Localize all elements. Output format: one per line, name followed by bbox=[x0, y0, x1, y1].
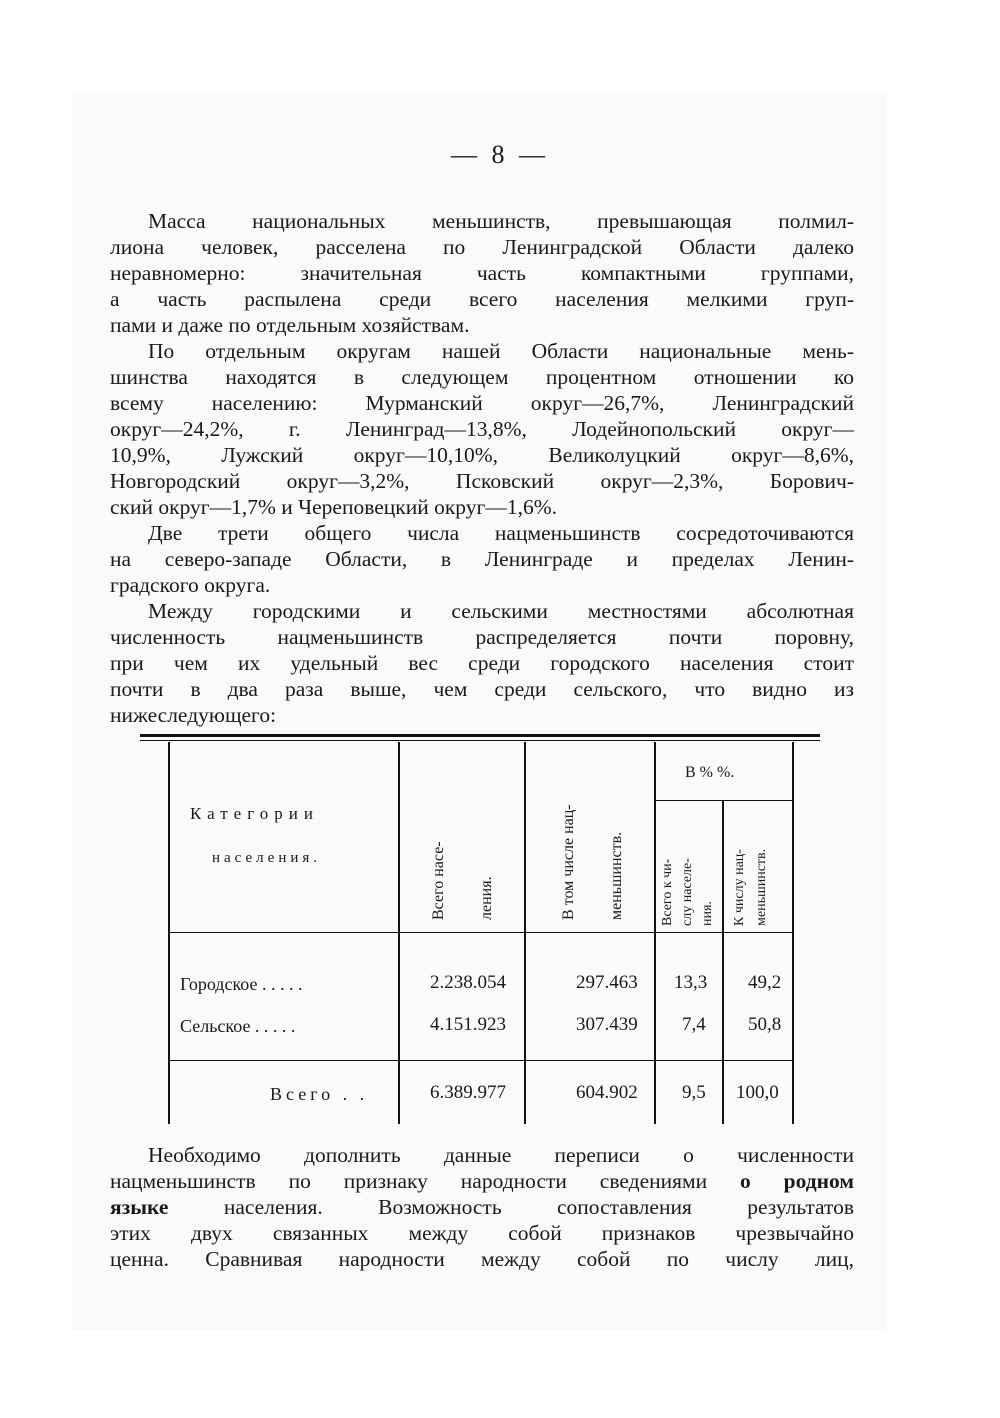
table-header-rule bbox=[168, 932, 794, 933]
paragraph-5 bbox=[110, 1142, 854, 1272]
text-line: шинства находятся в следующем процентном отношении ко bbox=[110, 365, 854, 389]
table-top-rule-thin bbox=[140, 740, 820, 741]
header-percent-group: В % %. bbox=[685, 764, 735, 781]
text-line: Между городскими и сельскими местностями абсолютная bbox=[148, 599, 854, 623]
text-fragment: населения. Возможность сопоставления результатов bbox=[168, 1195, 854, 1219]
total-row-label: Всего . . bbox=[270, 1084, 369, 1104]
text-line: лиона человек, расселена по Ленинградской Области далеко bbox=[110, 235, 854, 259]
text-line: 10,9%, Лужский округ—10,10%, Великолуцкий округ—8,6%, bbox=[110, 443, 854, 467]
cell-minorities: 297.463 bbox=[576, 972, 638, 993]
text-line: нижеследующего: bbox=[110, 703, 277, 727]
cell-minorities: 604.902 bbox=[576, 1082, 638, 1103]
text-line: округ—24,2%, г. Ленинград—13,8%, Лодейнопольский округ— bbox=[110, 417, 854, 441]
text-line: ский округ—1,7% и Череповецкий округ—1,6%. bbox=[110, 495, 558, 519]
header-percent-minorities: К числу нац- bbox=[732, 849, 747, 926]
paragraph-1 bbox=[110, 208, 854, 338]
cell-total: 4.151.923 bbox=[430, 1014, 506, 1035]
text-fragment: нацменьшинств по признаку народности сведениями bbox=[110, 1169, 741, 1193]
header-percent-population: ния. bbox=[700, 901, 715, 926]
table-col-divider bbox=[398, 742, 400, 1124]
text-line: этих двух связанных между собой признаков чрезвычайно bbox=[110, 1221, 854, 1245]
cell-pct-minorities: 49,2 bbox=[748, 972, 782, 993]
text-line: Необходимо дополнить данные переписи о численности bbox=[148, 1143, 854, 1167]
table-border-left bbox=[168, 742, 170, 1124]
text-line: при чем их удельный вес среди городского населения стоит bbox=[110, 651, 854, 675]
table-subheader-rule bbox=[654, 800, 794, 801]
table-top-rule bbox=[140, 734, 820, 737]
cell-pct-population: 13,3 bbox=[674, 972, 708, 993]
text-line: Новгородский округ—3,2%, Псковский округ—2,3%, Борович- bbox=[110, 469, 854, 493]
cell-total: 2.238.054 bbox=[430, 972, 506, 993]
header-percent-population: Всего к чи- bbox=[660, 858, 675, 926]
row-label: Городское . . . . . bbox=[180, 974, 303, 994]
text-line: всему населению: Мурманский округ—26,7%, Ленинградский bbox=[110, 391, 854, 415]
cell-pct-minorities: 50,8 bbox=[748, 1014, 782, 1035]
header-minorities: меньшинств. bbox=[608, 831, 625, 920]
paragraph-3 bbox=[110, 520, 854, 598]
header-category: Категории bbox=[190, 804, 319, 823]
header-total: Всего насе- bbox=[430, 841, 447, 920]
paragraph-2 bbox=[110, 338, 854, 520]
table-col-divider bbox=[722, 800, 724, 1124]
header-percent-minorities: меньшинств. bbox=[754, 848, 769, 926]
text-line: По отдельным округам нашей Области национальные мень- bbox=[148, 339, 854, 363]
header-minorities: В том числе нац- bbox=[560, 804, 577, 920]
text-line bbox=[110, 1194, 854, 1220]
cell-pct-population: 7,4 bbox=[682, 1014, 706, 1035]
text-line: неравномерно: значительная часть компактными группами, bbox=[110, 261, 854, 285]
cell-pct-minorities: 100,0 bbox=[736, 1082, 779, 1103]
text-line: пами и даже по отдельным хозяйствам. bbox=[110, 313, 470, 337]
page-number: — 8 — bbox=[451, 140, 549, 169]
paragraph-4 bbox=[110, 598, 854, 728]
text-line: почти в два раза выше, чем среди сельского, что видно из bbox=[110, 677, 854, 701]
row-label: Сельское . . . . . bbox=[180, 1016, 296, 1036]
header-percent-population: слу населе- bbox=[680, 858, 695, 926]
bold-term: языке bbox=[110, 1195, 169, 1219]
text-line: Масса национальных меньшинств, превышающая полмил- bbox=[148, 209, 854, 233]
cell-pct-population: 9,5 bbox=[682, 1082, 706, 1103]
header-category: населения. bbox=[212, 850, 322, 866]
text-line: ценна. Сравнивая народности между собой по числу лиц, bbox=[110, 1247, 854, 1271]
text-line bbox=[110, 1168, 854, 1194]
cell-total: 6.389.977 bbox=[430, 1082, 506, 1103]
header-total: ления. bbox=[478, 876, 495, 920]
text-line: численность нацменьшинств распределяется почти поровну, bbox=[110, 625, 854, 649]
text-line: Две трети общего числа нацменьшинств сосредоточиваются bbox=[148, 521, 854, 545]
table-col-divider bbox=[524, 742, 526, 1124]
text-line: градского округа. bbox=[110, 573, 271, 597]
table-total-rule bbox=[168, 1060, 794, 1061]
text-line: а часть распылена среди всего населения мелкими груп- bbox=[110, 287, 854, 311]
text-line: на северо-западе Области, в Ленинграде и пределах Ленин- bbox=[110, 547, 854, 571]
cell-minorities: 307.439 bbox=[576, 1014, 638, 1035]
population-table bbox=[140, 730, 820, 1130]
bold-term: о родном bbox=[740, 1169, 854, 1193]
